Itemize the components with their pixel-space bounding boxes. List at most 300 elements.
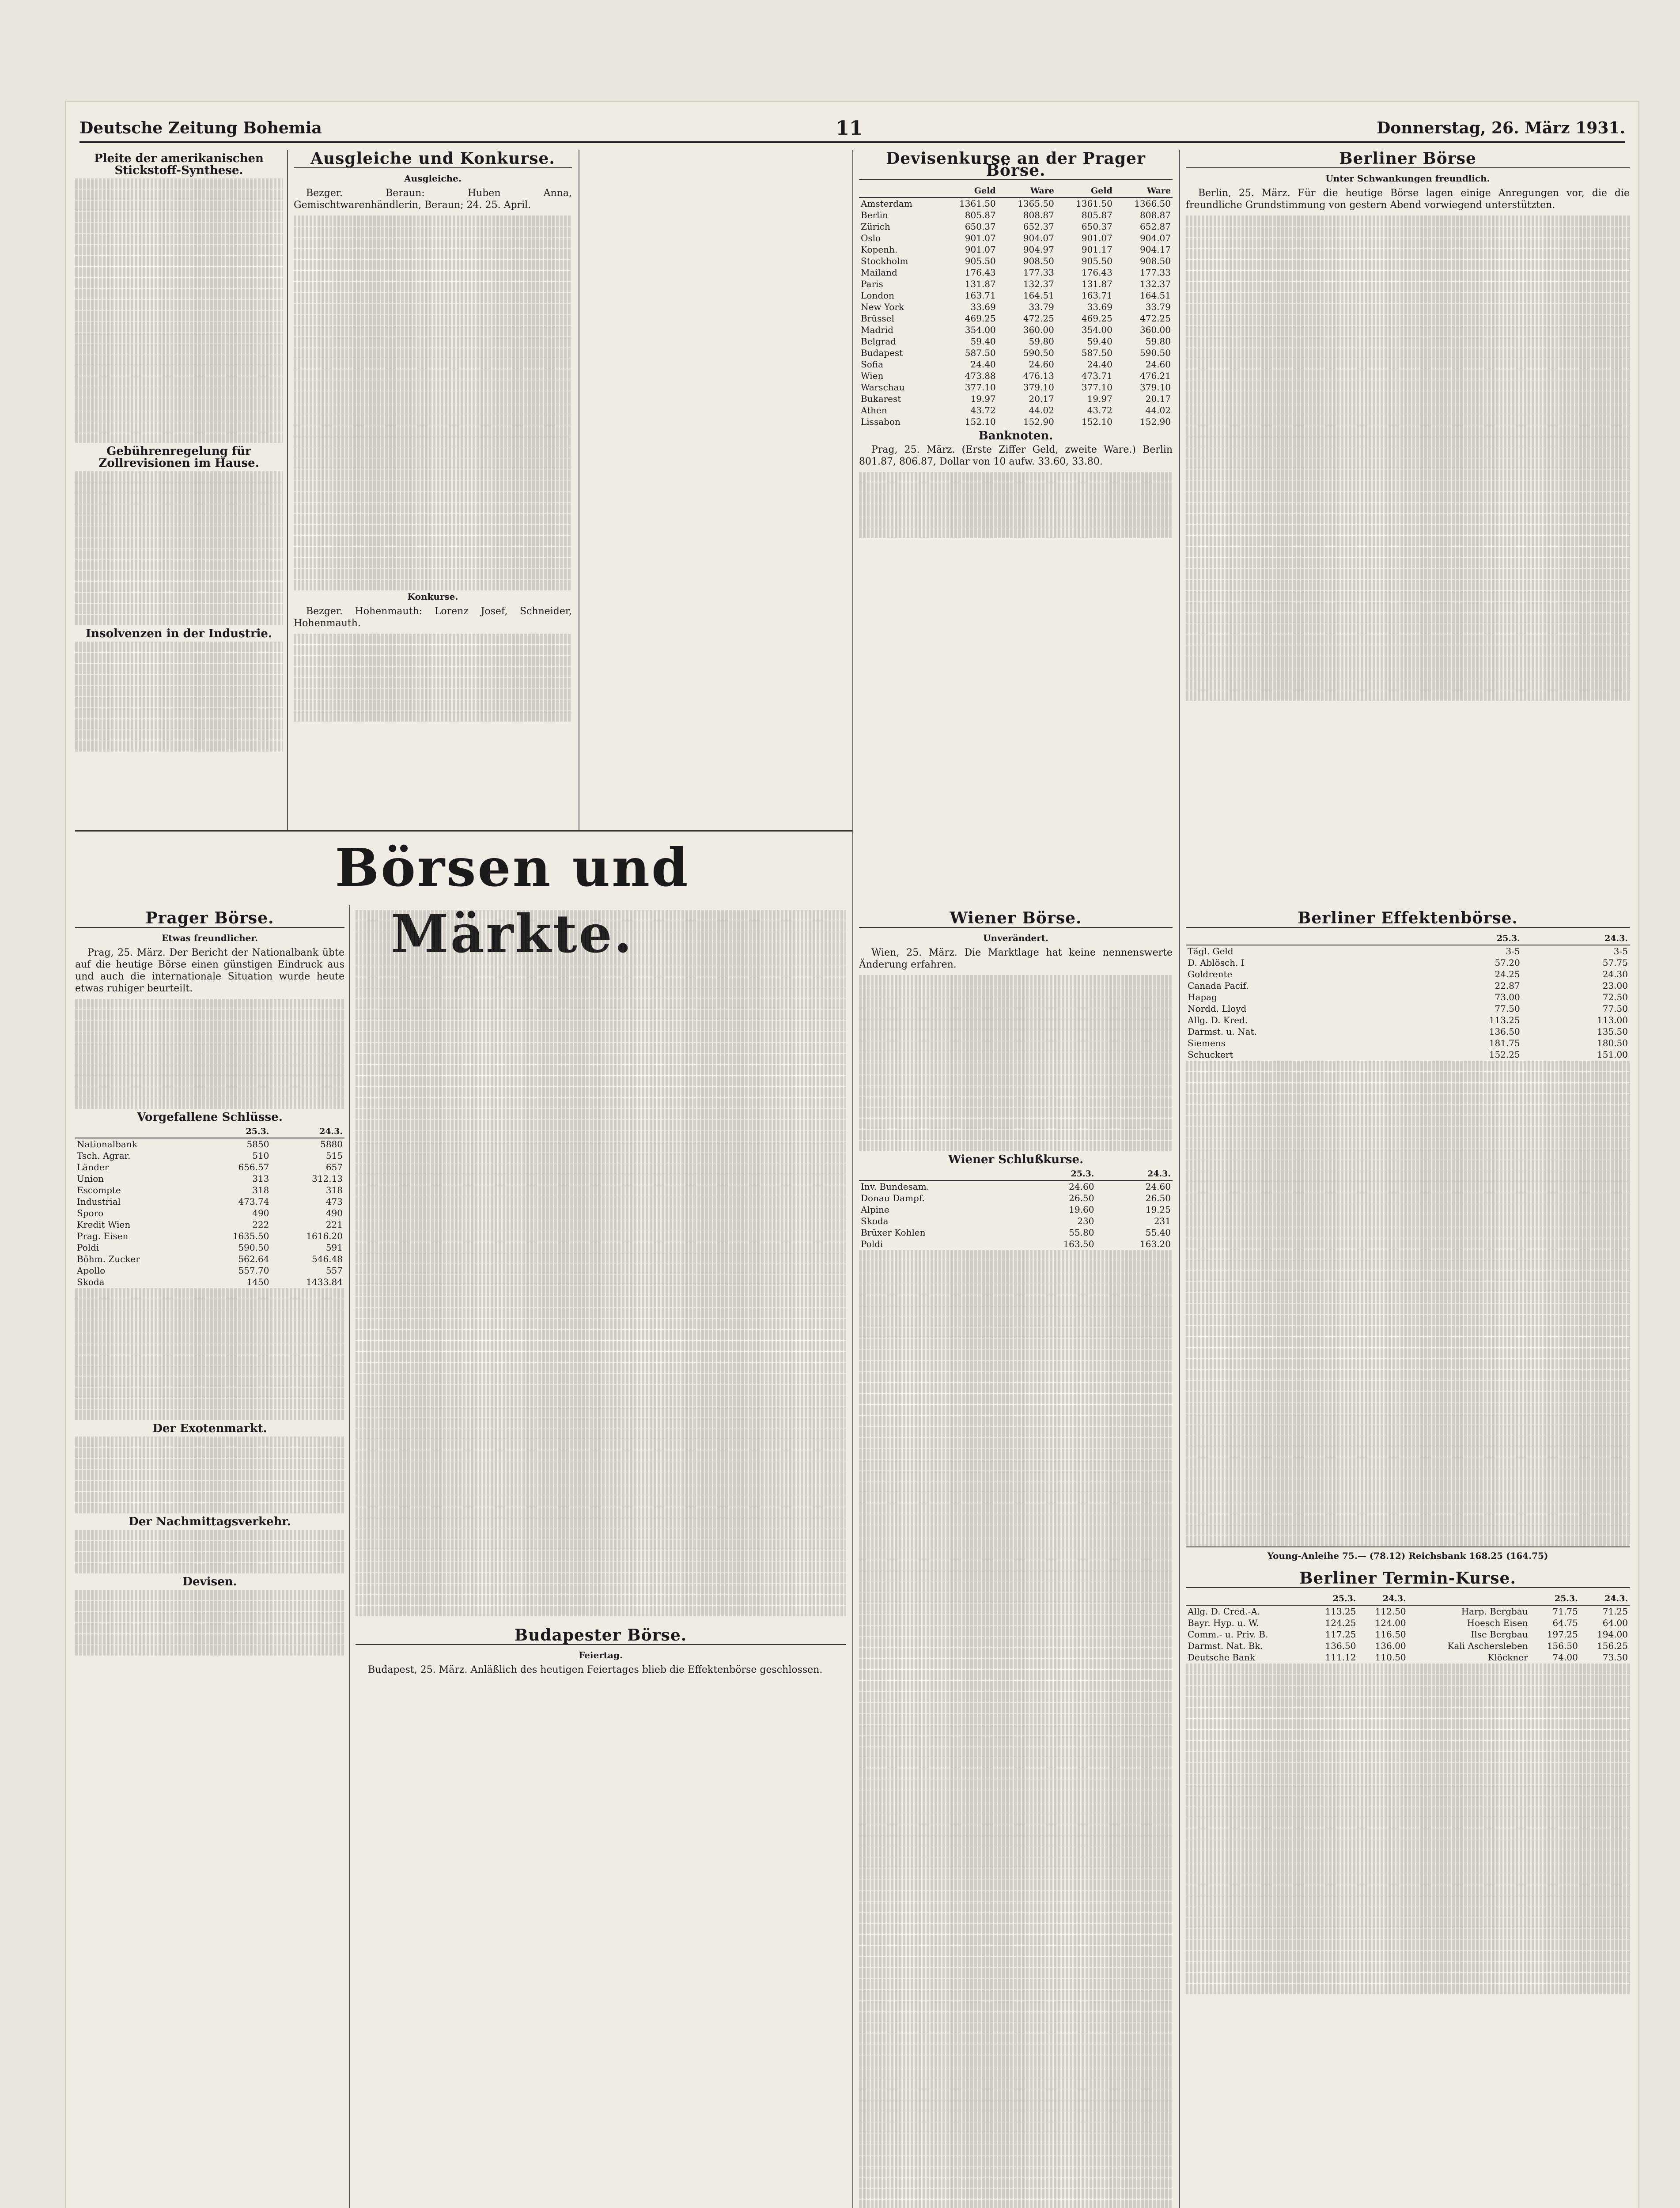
row-value: 20.17: [1029, 393, 1054, 404]
row-value: 131.87: [965, 279, 996, 289]
article-body: [1186, 216, 1630, 701]
table-row: [859, 1192, 1173, 1204]
row-value: 650.37: [965, 221, 996, 232]
row-value: 124.25: [1325, 1618, 1356, 1628]
column-wiener-boerse: [859, 910, 1173, 2208]
table-row: [1186, 1003, 1630, 1014]
row-label: New York: [861, 302, 904, 312]
row-value: 590.50: [238, 1242, 269, 1253]
row-value: 1365.50: [1018, 198, 1054, 209]
table-row: [1186, 1049, 1630, 1060]
row-value: 469.25: [1081, 313, 1112, 324]
row-value: Hoesch Eisen: [1467, 1618, 1528, 1628]
row-value: 19.97: [1087, 393, 1112, 404]
column-rule: [287, 150, 288, 830]
article-body: [294, 216, 572, 590]
row-value: 557: [325, 1265, 343, 1276]
row-label: Kopenh.: [861, 244, 898, 255]
devisen-table: [859, 185, 1173, 427]
table-header: 25.3. 24.3.: [75, 1125, 344, 1138]
row-value: 77.50: [1602, 1003, 1628, 1014]
table-row: [1186, 1652, 1630, 1663]
row-value: 163.71: [965, 290, 996, 301]
row-value: 379.10: [1140, 382, 1171, 393]
table-row: [859, 197, 1173, 209]
row-value: 650.37: [1081, 221, 1112, 232]
table-row: [859, 393, 1173, 405]
row-value: 221: [325, 1219, 343, 1230]
row-value: 152.10: [1081, 416, 1112, 427]
row-label: Goldrente: [1188, 969, 1233, 979]
subheading: Unverändert.: [983, 933, 1048, 943]
row-value: 230: [1077, 1216, 1094, 1226]
row-label: Escompte: [77, 1185, 121, 1195]
row-value: 354.00: [1081, 325, 1112, 335]
row-value: 5880: [320, 1139, 343, 1149]
row-value: 55.40: [1145, 1227, 1171, 1238]
subheading: Ausgleiche.: [404, 173, 462, 184]
row-label: Budapest: [861, 348, 903, 358]
row-value: 55.80: [1069, 1227, 1094, 1238]
table-row: [859, 313, 1173, 324]
row-value: 112.50: [1375, 1606, 1406, 1617]
article-heading: Gebührenregelung für Zollrevisionen im Hause.: [98, 445, 259, 470]
table-row: [859, 359, 1173, 370]
row-value: 23.00: [1602, 980, 1628, 991]
subheading: Feiertag.: [579, 1650, 623, 1660]
article-body: [75, 1288, 344, 1420]
lead-paragraph: Wien, 25. März. Die Marktlage hat keine nennenswerte Änderung erfahren.: [859, 947, 1173, 970]
table-row: [1186, 991, 1630, 1003]
table-row: [75, 1161, 344, 1173]
row-value: 177.33: [1140, 267, 1171, 278]
row-label: Donau Dampf.: [861, 1193, 925, 1203]
article-body: [75, 999, 344, 1109]
row-label: London: [861, 290, 894, 301]
table-row: [859, 290, 1173, 301]
row-value: 901.07: [965, 233, 996, 243]
table-row: [75, 1184, 344, 1196]
table-row: [75, 1265, 344, 1276]
subheading: Wiener Schlußkurse.: [948, 1153, 1084, 1166]
row-value: 59.80: [1029, 336, 1054, 347]
row-value: 360.00: [1023, 325, 1054, 335]
row-value: 5850: [246, 1139, 269, 1149]
row-value: 64.75: [1552, 1618, 1578, 1628]
row-label: Darmst. u. Nat.: [1188, 1026, 1257, 1037]
row-label: Darmst. Nat. Bk.: [1188, 1641, 1263, 1651]
row-value: 20.17: [1145, 393, 1171, 404]
table-row: [859, 221, 1173, 232]
row-value: 136.50: [1325, 1641, 1356, 1651]
row-value: 808.87: [1140, 210, 1171, 220]
row-value: 43.72: [1087, 405, 1112, 416]
row-value: 59.80: [1145, 336, 1171, 347]
row-value: 194.00: [1597, 1629, 1628, 1640]
table-body-ghost: [859, 1250, 1173, 2208]
row-value: 71.75: [1552, 1606, 1578, 1617]
table-row: [75, 1173, 344, 1184]
row-value: 590.50: [1140, 348, 1171, 358]
row-label: Amsterdam: [861, 198, 912, 209]
row-label: Böhm. Zucker: [77, 1254, 140, 1264]
row-value: 59.40: [1087, 336, 1112, 347]
row-value: 24.25: [1495, 969, 1520, 979]
row-label: Schuckert: [1188, 1049, 1234, 1060]
table-row: [859, 244, 1173, 255]
row-label: Sofia: [861, 359, 884, 370]
row-value: 904.17: [1140, 244, 1171, 255]
table-body-ghost: [1186, 1061, 1630, 1546]
row-value: 26.50: [1069, 1193, 1094, 1203]
table-header: 25.3. 24.3.: [1186, 932, 1630, 945]
row-value: 231: [1154, 1216, 1171, 1226]
table-row: [859, 267, 1173, 278]
termin-table: [1186, 1592, 1630, 1663]
row-value: Harp. Bergbau: [1461, 1606, 1528, 1617]
row-value: 24.60: [1069, 1181, 1094, 1192]
row-value: 164.51: [1140, 290, 1171, 301]
running-head: [79, 115, 1625, 143]
table-row: [859, 1227, 1173, 1238]
row-value: 77.50: [1495, 1003, 1520, 1014]
konkurs-entry: Bezger. Hohenmauth: Lorenz Josef, Schneider, Hohenmauth.: [294, 606, 572, 629]
section-title: Budapester Börse.: [356, 1630, 846, 1645]
row-value: 44.02: [1029, 405, 1054, 416]
row-value: 360.00: [1140, 325, 1171, 335]
table-row: [75, 1230, 344, 1242]
row-value: 176.43: [965, 267, 996, 278]
row-label: Tsch. Agrar.: [77, 1150, 131, 1161]
column-industry: [75, 150, 283, 826]
row-label: Sporo: [77, 1208, 104, 1218]
table-row: [75, 1207, 344, 1219]
row-value: 222: [252, 1219, 269, 1230]
subheading: Etwas freundlicher.: [161, 933, 258, 943]
table-row: [75, 1196, 344, 1207]
row-value: 318: [252, 1185, 269, 1195]
article-body: [859, 472, 1173, 538]
row-value: 110.50: [1375, 1652, 1406, 1663]
row-label: Madrid: [861, 325, 893, 335]
column-rule: [349, 905, 350, 2208]
table-row: [859, 301, 1173, 313]
row-value: 377.10: [965, 382, 996, 393]
subheading: Banknoten.: [978, 429, 1053, 442]
row-value: 587.50: [965, 348, 996, 358]
row-value: 19.97: [970, 393, 996, 404]
row-value: 587.50: [1081, 348, 1112, 358]
section-title: Berliner Effektenbörse.: [1186, 912, 1630, 928]
table-row: [1186, 1605, 1630, 1617]
row-label: Inv. Bundesam.: [861, 1181, 930, 1192]
row-value: 908.50: [1140, 256, 1171, 266]
table-row: [75, 1138, 344, 1150]
table-header: 25.3. 24.3.: [859, 1168, 1173, 1180]
row-value: 132.37: [1140, 279, 1171, 289]
row-value: 163.20: [1140, 1239, 1171, 1249]
row-label: Berlin: [861, 210, 888, 220]
table-row: [859, 1180, 1173, 1192]
article-heading: Pleite der amerikanischen Stickstoff-Synthese.: [94, 152, 264, 177]
row-value: 510: [252, 1150, 269, 1161]
row-value: 73.50: [1602, 1652, 1628, 1663]
row-value: 1616.20: [306, 1231, 343, 1241]
section-title: Berliner Termin-Kurse.: [1186, 1573, 1630, 1588]
article-heading: Insolvenzen in der Industrie.: [85, 627, 272, 640]
table-row: [859, 370, 1173, 382]
row-label: Skoda: [861, 1216, 889, 1226]
table-row: [859, 278, 1173, 290]
row-value: 152.10: [965, 416, 996, 427]
row-label: Belgrad: [861, 336, 897, 347]
table-header: Geld Ware Geld Ware: [859, 185, 1173, 197]
row-value: 57.75: [1602, 957, 1628, 968]
table-row: [1186, 957, 1630, 968]
column-berliner-boerse: [1186, 150, 1630, 901]
table-row: [1186, 1014, 1630, 1026]
row-value: 113.25: [1325, 1606, 1356, 1617]
page-number: 11: [836, 117, 863, 140]
row-value: 379.10: [1023, 382, 1054, 393]
row-value: 64.00: [1602, 1618, 1628, 1628]
row-value: 26.50: [1145, 1193, 1171, 1203]
row-label: Hapag: [1188, 992, 1217, 1002]
row-label: Wien: [861, 371, 884, 381]
row-label: Nordd. Lloyd: [1188, 1003, 1247, 1014]
section-title: Wiener Börse.: [859, 912, 1173, 928]
newspaper-page: [66, 102, 1638, 2208]
row-value: 557.70: [238, 1265, 269, 1276]
row-value: 59.40: [970, 336, 996, 347]
row-label: Allg. D. Cred.-A.: [1188, 1606, 1260, 1617]
row-value: 152.25: [1489, 1049, 1520, 1060]
row-label: Brüssel: [861, 313, 894, 324]
row-value: 151.00: [1597, 1049, 1628, 1060]
row-value: Ilse Bergbau: [1471, 1629, 1528, 1640]
row-value: 377.10: [1081, 382, 1112, 393]
row-value: 33.69: [970, 302, 996, 312]
article-body: [75, 1530, 344, 1573]
row-label: Apollo: [77, 1265, 106, 1276]
table-row: [859, 382, 1173, 393]
table-row: [75, 1219, 344, 1230]
row-value: 177.33: [1023, 267, 1054, 278]
wien-table: [859, 1168, 1173, 1250]
row-value: 33.79: [1145, 302, 1171, 312]
subheading: Der Nachmittagsverkehr.: [129, 1515, 291, 1528]
row-value: 562.64: [238, 1254, 269, 1264]
row-value: 33.69: [1087, 302, 1112, 312]
table-row: [859, 1215, 1173, 1227]
row-label: Deutsche Bank: [1188, 1652, 1255, 1663]
row-value: 24.60: [1029, 359, 1054, 370]
table-row: [1186, 1629, 1630, 1640]
row-value: 113.25: [1489, 1015, 1520, 1025]
table-row: [859, 1238, 1173, 1250]
row-value: 113.00: [1597, 1015, 1628, 1025]
row-value: 904.97: [1023, 244, 1054, 255]
row-label: Siemens: [1188, 1038, 1226, 1048]
row-label: Oslo: [861, 233, 881, 243]
column-devisen: [859, 150, 1173, 901]
table-row: [1186, 968, 1630, 980]
row-value: 131.87: [1081, 279, 1112, 289]
row-label: Allg. D. Kred.: [1188, 1015, 1248, 1025]
row-label: Brüxer Kohlen: [861, 1227, 926, 1238]
row-label: Poldi: [861, 1239, 883, 1249]
row-value: 71.25: [1602, 1606, 1628, 1617]
ausgleich-entry: Bezger. Beraun: Huben Anna, Gemischtwarenhändlerin, Beraun; 24. 25. April.: [294, 188, 572, 211]
section-title: Prager Börse.: [75, 912, 344, 928]
article-body: [75, 178, 283, 443]
section-title: Ausgleiche und Konkurse.: [294, 153, 572, 168]
row-value: 476.13: [1023, 371, 1054, 381]
devisen-rows: [859, 197, 1173, 427]
row-value: 22.87: [1495, 980, 1520, 991]
row-label: Canada Pacif.: [1188, 980, 1249, 991]
row-value: 901.07: [1081, 233, 1112, 243]
table-row: [859, 324, 1173, 336]
row-label: Tägl. Geld: [1188, 946, 1234, 957]
row-value: 656.57: [238, 1162, 269, 1172]
table-row: [1186, 1037, 1630, 1049]
paper-name: Deutsche Zeitung Bohemia: [79, 119, 322, 137]
termin-rows: [1186, 1605, 1630, 1663]
subheading: Vorgefallene Schlüsse.: [137, 1111, 283, 1124]
row-value: 472.25: [1023, 313, 1054, 324]
row-value: 156.25: [1597, 1641, 1628, 1651]
row-value: 111.12: [1325, 1652, 1356, 1663]
subheading: Unter Schwankungen freundlich.: [1325, 173, 1490, 184]
row-label: Bukarest: [861, 393, 901, 404]
row-label: Poldi: [77, 1242, 99, 1253]
row-label: D. Ablösch. I: [1188, 957, 1245, 968]
table-row: [859, 232, 1173, 244]
table-row: [859, 1204, 1173, 1215]
row-value: 124.00: [1375, 1618, 1406, 1628]
banknoten-text: Prag, 25. März. (Erste Ziffer Geld, zweite Ware.) Berlin 801.87, 806.87, Dollar von 10 aufw. 33.60, 33.80.: [859, 444, 1173, 467]
row-label: Athen: [861, 405, 887, 416]
row-value: 164.51: [1023, 290, 1054, 301]
column-rule: [1179, 150, 1180, 2208]
row-label: Stockholm: [861, 256, 908, 266]
table-body-ghost: [1186, 1664, 1630, 1994]
row-value: 74.00: [1552, 1652, 1578, 1663]
row-value: 1361.50: [959, 198, 996, 209]
row-value: 473.71: [1081, 371, 1112, 381]
row-label: Comm.- u. Priv. B.: [1188, 1629, 1268, 1640]
article-body: [75, 642, 283, 752]
row-value: 473: [325, 1196, 343, 1207]
table-row: [75, 1276, 344, 1288]
column-rule: [852, 150, 853, 2208]
effekten-table: [1186, 932, 1630, 1060]
row-value: 515: [325, 1150, 343, 1161]
row-value: 24.60: [1145, 1181, 1171, 1192]
column-continuation: [356, 910, 846, 2208]
row-label: Alpine: [861, 1204, 889, 1215]
table-row: [75, 1253, 344, 1265]
column-ausgleiche: [294, 150, 572, 826]
row-value: 156.50: [1547, 1641, 1578, 1651]
table-row: [1186, 945, 1630, 957]
article-body: [75, 1590, 344, 1656]
row-value: 313: [252, 1173, 269, 1184]
article-body: [75, 471, 283, 625]
row-label: Skoda: [77, 1277, 105, 1287]
row-value: 905.50: [1081, 256, 1112, 266]
row-value: 590.50: [1023, 348, 1054, 358]
row-value: 904.07: [1140, 233, 1171, 243]
table-row: [75, 1150, 344, 1161]
subheading: Konkurse.: [407, 591, 458, 602]
closing-rows: [75, 1138, 344, 1288]
section-rule: [75, 830, 852, 832]
row-value: 490: [252, 1208, 269, 1218]
row-value: 43.72: [970, 405, 996, 416]
row-label: Union: [77, 1173, 104, 1184]
row-value: 136.00: [1375, 1641, 1406, 1651]
table-row: [859, 255, 1173, 267]
table-row: [1186, 980, 1630, 991]
row-value: 473.74: [238, 1196, 269, 1207]
row-value: 908.50: [1023, 256, 1054, 266]
row-value: 354.00: [965, 325, 996, 335]
row-value: 136.50: [1489, 1026, 1520, 1037]
row-value: 19.25: [1145, 1204, 1171, 1215]
row-value: 904.07: [1023, 233, 1054, 243]
row-value: 116.50: [1375, 1629, 1406, 1640]
row-value: 163.50: [1063, 1239, 1094, 1249]
section-title: Berliner Börse: [1186, 153, 1630, 168]
row-label: Mailand: [861, 267, 897, 278]
row-value: 805.87: [1081, 210, 1112, 220]
row-value: 652.87: [1140, 221, 1171, 232]
issue-date: Donnerstag, 26. März 1931.: [1377, 119, 1625, 137]
table-row: [859, 209, 1173, 221]
wien-rows: [859, 1180, 1173, 1250]
row-value: 152.90: [1023, 416, 1054, 427]
effekten-footer: Young-Anleihe 75.— (78.12) Reichsbank 168.25 (164.75): [1186, 1546, 1630, 1562]
closing-table: [75, 1125, 344, 1288]
row-value: 3-5: [1613, 946, 1628, 957]
row-label: Länder: [77, 1162, 109, 1172]
row-value: 476.21: [1140, 371, 1171, 381]
row-label: Paris: [861, 279, 883, 289]
column-effektenboerse: [1186, 910, 1630, 2208]
row-value: 472.25: [1140, 313, 1171, 324]
row-value: 152.90: [1140, 416, 1171, 427]
row-value: Klöckner: [1487, 1652, 1528, 1663]
row-value: 1433.84: [306, 1277, 343, 1287]
row-value: 176.43: [1081, 267, 1112, 278]
lead-paragraph: Berlin, 25. März. Für die heutige Börse lagen einige Anregungen vor, die die freundliche Grundstimmung von gestern Abend vorwiegend unterstützten.: [1186, 188, 1630, 211]
row-label: Kredit Wien: [77, 1219, 131, 1230]
row-label: Lissabon: [861, 416, 901, 427]
row-value: 24.40: [970, 359, 996, 370]
row-value: 197.25: [1547, 1629, 1578, 1640]
row-value: 905.50: [965, 256, 996, 266]
row-value: 808.87: [1023, 210, 1054, 220]
table-row: [859, 416, 1173, 427]
row-value: 546.48: [312, 1254, 343, 1264]
row-value: 591: [325, 1242, 343, 1253]
row-value: 57.20: [1495, 957, 1520, 968]
row-label: Prag. Eisen: [77, 1231, 129, 1241]
row-value: 180.50: [1597, 1038, 1628, 1048]
row-value: 73.00: [1495, 992, 1520, 1002]
